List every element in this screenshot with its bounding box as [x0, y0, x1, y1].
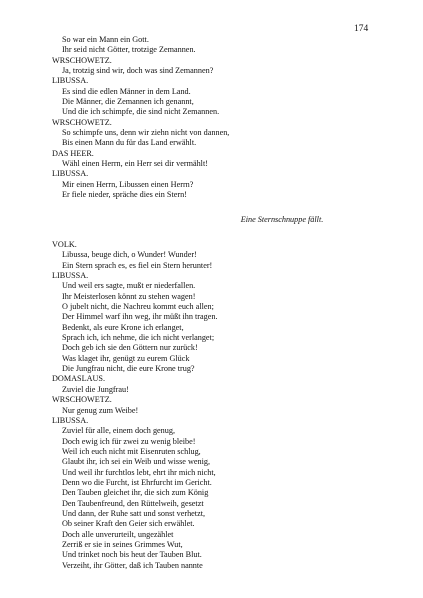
page-number: 174	[354, 24, 369, 34]
speaker-name: DAS HEER.	[52, 148, 94, 158]
verse-line: Doch geb ich sie den Göttern nur zurück!	[62, 343, 198, 353]
speaker-name: LIBUSSA.	[52, 271, 89, 281]
verse-line: Die Jungfrau nicht, die eure Krone trug?	[62, 364, 195, 374]
verse-line: Und weil ihr furchtlos lebt, ehrt ihr mich nicht,	[62, 467, 216, 477]
verse-line: Der Himmel warf ihn weg, ihr müßt ihn tragen.	[62, 312, 218, 322]
verse-line: Ja, trotzig sind wir, doch was sind Zemannen?	[62, 66, 214, 76]
speaker-name: VOLK.	[52, 240, 77, 249]
verse-line: Zuviel die Jungfrau!	[62, 384, 129, 394]
speaker-name: LIBUSSA.	[52, 76, 89, 86]
verse-line: Weil ich euch nicht mit Eisenruten schlug,	[62, 446, 201, 456]
verse-line: Zerriß er sie in seines Grimmes Wut,	[62, 539, 183, 549]
speaker-name: LIBUSSA.	[52, 415, 89, 425]
verse-line: O jubelt nicht, die Nachreu kommt euch allen;	[62, 302, 214, 312]
verse-line: Glaubt ihr, ich sei ein Weib und wisse wenig,	[62, 457, 211, 467]
text-block-before	[52, 35, 392, 225]
verse-line: Den Taubenfreund, den Rüttelweih, gesetzt	[62, 498, 204, 508]
verse-line: Was klaget ihr, genügt zu eurem Glück	[62, 353, 190, 363]
text-block-after	[52, 240, 392, 571]
verse-line: Wähl einen Herrn, ein Herr sei dir vermählt!	[62, 159, 208, 169]
speaker-name: WRSCHOWETZ.	[52, 395, 112, 405]
verse-line: Und trinket noch bis heut der Tauben Blut.	[62, 550, 202, 560]
verse-line: Doch alle unverurteilt, ungezählet	[62, 529, 174, 539]
stage-direction: Eine Sternschnuppe fällt.	[240, 214, 324, 224]
verse-line: Mir einen Herrn, Libussen einen Herrn?	[62, 179, 194, 189]
verse-line: Verzeiht, ihr Götter, daß ich Tauben nannte	[62, 560, 203, 570]
verse-line: Es sind die edlen Männer in dem Land.	[62, 86, 191, 96]
speaker-name: LIBUSSA.	[52, 169, 89, 179]
speaker-name: WRSCHOWETZ.	[52, 55, 112, 65]
verse-line: Ob seiner Kraft den Geier sich erwählet.	[62, 519, 195, 529]
verse-line: Die Männer, die Zemannen ich genannt,	[62, 97, 194, 107]
verse-line: Denn wo die Furcht, ist Ehrfurcht im Gericht.	[62, 477, 212, 487]
speaker-name: WRSCHOWETZ.	[52, 117, 112, 127]
verse-line: Zuviel für alle, einem doch genug,	[62, 426, 175, 436]
verse-line: Und die ich schimpfe, die sind nicht Zemannen.	[62, 107, 220, 117]
verse-line: Er fiele nieder, spräche dies ein Stern!	[62, 190, 187, 200]
verse-line: Bis einen Mann du für das Land erwählt.	[62, 138, 197, 148]
verse-line: Libussa, beuge dich, o Wunder! Wunder!	[62, 250, 197, 260]
verse-line: Den Tauben gleichet ihr, die sich zum König	[62, 488, 209, 498]
speaker-name: DOMASLAUS.	[52, 374, 105, 384]
verse-line: Bedenkt, als eure Krone ich erlanget,	[62, 322, 184, 332]
verse-line: Sprach ich, ich nehme, die ich nicht verlanget;	[62, 333, 215, 343]
verse-line: Doch ewig ich für zwei zu wenig bleibe!	[62, 436, 196, 446]
verse-line: So schimpfe uns, denn wir ziehn nicht von dannen,	[62, 128, 230, 138]
verse-line: Ihr seid nicht Götter, trotzige Zemannen.	[62, 45, 196, 55]
verse-line: Und dann, der Ruhe satt und sonst verhetzt,	[62, 508, 206, 518]
verse-line: Ein Stern sprach es, es fiel ein Stern herunter!	[62, 260, 213, 270]
verse-line: Ihr Meisterlosen könnt zu stehen wagen!	[62, 291, 196, 301]
verse-line: So war ein Mann ein Gott.	[62, 35, 149, 44]
verse-line: Und weil ers sagte, mußt er niederfallen.	[62, 281, 196, 291]
verse-line: Nur genug zum Weibe!	[62, 405, 139, 415]
